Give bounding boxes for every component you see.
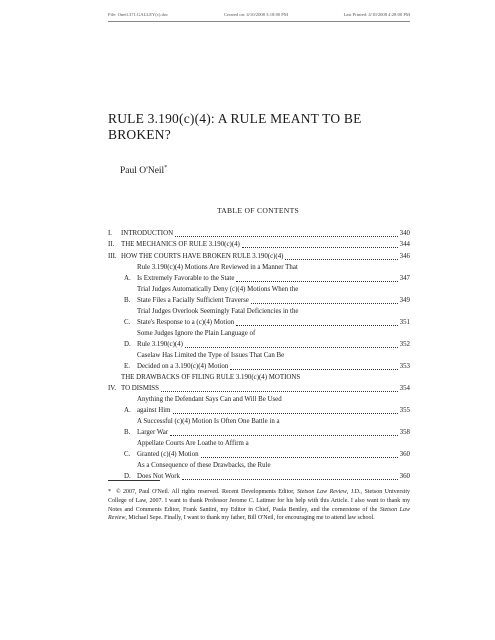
toc-dot-leader (185, 347, 398, 348)
toc-line-title: Does Not Work (137, 473, 180, 480)
toc-dot-leader (170, 435, 398, 436)
footnote-text-2: , J.D., Stetson University College of Law, 2007. I want to thank Professor Jerome C. Latimer for his help with this Article. I also want to thank my Notes and Comments Editor, Frank Santini, my Editor in Chief, Paula Bentley, and the cornerstone of the (108, 489, 410, 513)
toc-line (137, 317, 410, 328)
toc-subentry (108, 438, 410, 460)
toc-page-number: 344 (399, 241, 410, 248)
toc-entry (108, 372, 410, 394)
toc-page-number: 360 (399, 473, 410, 480)
footnote-journal-1: Stetson Law Review (296, 489, 347, 495)
toc-subentry (108, 284, 410, 306)
toc-line-title: THE MECHANICS OF RULE 3.190(c)(4) (121, 241, 240, 248)
toc-entry-text (121, 372, 410, 394)
toc-dot-leader (236, 325, 398, 326)
toc-line (121, 228, 410, 239)
footnote-journal-2: Stetson Law Review (108, 506, 411, 522)
toc-page-number: 360 (399, 451, 410, 458)
toc-dot-leader (161, 391, 398, 392)
toc-entry-number: B. (124, 296, 131, 304)
toc-page-number: 354 (399, 385, 410, 392)
toc-line-title: HOW THE COURTS HAVE BROKEN RULE 3.190(c)(4) (121, 252, 284, 260)
toc-line-title: Some Judges Ignore the Plain Language of (137, 329, 256, 337)
toc-line-title: A Successful (c)(4) Motion Is Often One Battle in a (137, 418, 280, 425)
toc-line-title: Is Extremely Favorable to the State (137, 274, 235, 282)
table-of-contents (108, 227, 410, 482)
toc-entry-number: B. (124, 429, 131, 436)
toc-line-title: INTRODUCTION (121, 229, 174, 237)
toc-page-number: 349 (399, 296, 410, 304)
toc-line (137, 339, 410, 350)
toc-subentry (108, 460, 410, 482)
toc-entry-number: C. (124, 451, 131, 458)
toc-entry-number: I. (108, 229, 113, 237)
toc-entry-text (137, 394, 410, 416)
toc-line (137, 262, 410, 273)
toc-subentry (108, 394, 410, 416)
toc-page-number: 351 (399, 318, 410, 326)
toc-dot-leader (182, 479, 398, 480)
toc-entry-text (137, 460, 410, 482)
toc-entry-text (121, 251, 410, 262)
toc-dot-leader (175, 236, 398, 237)
toc-line-title: Rule 3.190(c)(4) Motions Are Reviewed in a Manner That (137, 263, 298, 271)
header-printed: Last Printed: 4/10/2008 4:28:00 PM (343, 12, 410, 17)
toc-line-title: As a Consequence of these Drawbacks, the Rule (137, 462, 271, 469)
toc-subentry (108, 416, 410, 438)
toc-entry-number: II. (108, 241, 115, 248)
toc-page-number: 353 (399, 362, 410, 370)
toc-line-title: Larger War (137, 429, 169, 436)
header-created: Created on: 4/10/2008 3:18:00 PM (223, 12, 288, 17)
toc-page-number: 347 (399, 274, 410, 282)
toc-line-title: TO DISMISS (121, 385, 159, 392)
toc-page-number: 355 (399, 407, 410, 414)
toc-line (137, 416, 410, 427)
toc-line-title: State's Response to a (c)(4) Motion (137, 318, 235, 326)
toc-dot-leader (173, 413, 398, 414)
toc-line (137, 328, 410, 339)
toc-line-title: Granted (c)(4) Motion (137, 451, 199, 458)
toc-line-title: Trial Judges Overlook Seemingly Fatal Deficiencies in the (137, 307, 299, 315)
toc-line (121, 239, 410, 250)
toc-page-number: 340 (399, 229, 410, 237)
toc-entry (108, 228, 410, 239)
toc-entry-text (137, 328, 410, 350)
toc-entry-number: C. (124, 318, 131, 326)
toc-line (137, 361, 410, 372)
toc-line (137, 449, 410, 460)
toc-entry-text (137, 350, 410, 372)
toc-heading: TABLE OF CONTENTS (216, 206, 300, 215)
header-file: File: Oneil.371.GALLEY(c).doc (108, 12, 169, 17)
toc-line-title: Appellate Courts Are Loathe to Affirm a (137, 440, 249, 447)
toc-line (121, 383, 410, 394)
toc-entry-text (137, 284, 410, 306)
author (120, 165, 167, 176)
toc-entry-number: E. (124, 362, 130, 370)
toc-entry (108, 251, 410, 262)
header-rule (108, 21, 410, 22)
toc-entry-number: III. (108, 252, 117, 260)
toc-dot-leader (236, 281, 397, 282)
toc-line (137, 471, 410, 482)
toc-line-title: Rule 3.190(c)(4) (137, 340, 183, 348)
toc-line (137, 460, 410, 471)
toc-page-number: 346 (399, 252, 410, 260)
toc-dot-leader (251, 303, 398, 304)
toc-line-title: Trial Judges Automatically Deny (c)(4) Motions When the (137, 285, 299, 293)
toc-entry-number: A. (124, 274, 131, 282)
author-name: Paul O'Neil (120, 166, 165, 177)
footnote-rule (108, 480, 160, 481)
toc-entry-text (137, 416, 410, 438)
toc-line (137, 284, 410, 295)
toc-dot-leader (230, 369, 397, 370)
toc-page-number: 358 (399, 429, 410, 436)
toc-entry-number: A. (124, 407, 131, 414)
toc-line (137, 306, 410, 317)
toc-line (137, 394, 410, 405)
toc-entry-text (121, 239, 410, 250)
toc-line (137, 295, 410, 306)
toc-entry-text (137, 306, 410, 328)
toc-entry-text (121, 228, 410, 239)
toc-subentry (108, 262, 410, 284)
toc-dot-leader (285, 259, 397, 260)
toc-page-number: 352 (399, 340, 410, 348)
footnote-text-3: , Michael Sepe. Finally, I want to thank my father, Bill O'Neil, for encouraging me to attend law school. (125, 515, 375, 522)
toc-line-title: against Him (137, 407, 171, 414)
toc-entry-text (137, 262, 410, 284)
footnote-text-1: © 2007, Paul O'Neil. All rights reserved. Recent Developments Editor, (115, 489, 297, 495)
toc-line (121, 372, 410, 383)
toc-entry-number: D. (124, 473, 131, 480)
toc-line-title: Anything the Defendant Says Can and Will Be Used (137, 396, 282, 403)
article-title: RULE 3.190(c)(4): A RULE MEANT TO BE BROKEN? (108, 111, 362, 142)
author-footnote-mark: * (164, 165, 168, 171)
toc-entry (108, 239, 410, 250)
toc-subentry (108, 328, 410, 350)
toc-entry-number: IV. (108, 385, 117, 392)
running-header (108, 12, 410, 17)
toc-dot-leader (201, 457, 398, 458)
toc-subentry (108, 350, 410, 372)
footnote (108, 488, 410, 523)
toc-entry-text (137, 438, 410, 460)
toc-line-title: THE DRAWBACKS OF FILING RULE 3.190(c)(4) MOTIONS (121, 374, 301, 381)
toc-line-title: Caselaw Has Limited the Type of Issues That Can Be (137, 351, 285, 359)
toc-line (137, 273, 410, 284)
toc-subentry (108, 306, 410, 328)
toc-line (137, 405, 410, 416)
toc-line (137, 438, 410, 449)
toc-line-title: State Files a Facially Sufficient Traverse (137, 296, 249, 304)
toc-line (121, 251, 410, 262)
footnote-mark: * (108, 489, 111, 495)
toc-line (137, 427, 410, 438)
toc-line (137, 350, 410, 361)
toc-dot-leader (242, 247, 398, 248)
toc-entry-number: D. (124, 340, 131, 348)
toc-line-title: Decided on a 3.190(c)(4) Motion (137, 362, 229, 370)
